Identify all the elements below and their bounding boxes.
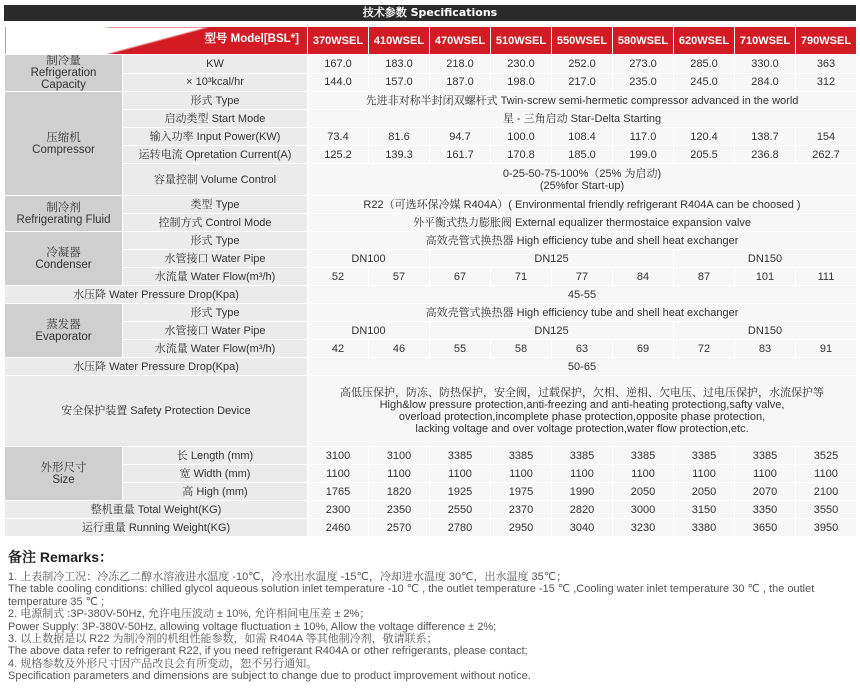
model-name: 470WSEL: [430, 27, 491, 55]
table-cell: 198.0: [491, 73, 552, 92]
table-cell: 157.0: [369, 73, 430, 92]
running-weight-label: 运行重量 Running Weight(KG): [5, 519, 308, 537]
table-cell: 1100: [369, 465, 430, 483]
safety-value: 高低压保护，防冻、防热保护，安全阀，过载保护，欠相、逆相、欠电压、过电压保护，水流保护等 High&low pressure protection,anti-freezing and anti-heating protectiong,safty valve, overload protection,incomplete phase protection,opposite phase protection, lacking voltage and over voltage protection,water flow protection,etc.: [308, 376, 857, 447]
table-cell: 262.7: [796, 146, 857, 164]
evaporator-drop-label: 水压降 Water Pressure Drop(Kpa): [5, 358, 308, 376]
header-row: [5, 27, 857, 55]
table-cell: 2820: [552, 501, 613, 519]
length-label: 长 Length (mm): [123, 447, 308, 465]
input-power-label: 输入功率 Input Power(KW): [123, 128, 308, 146]
table-cell: 101: [735, 268, 796, 286]
table-cell: 3230: [613, 519, 674, 537]
table-cell: 167.0: [308, 55, 369, 74]
evaporator-type-label: 形式 Type: [123, 304, 308, 322]
size-high-row: [5, 483, 857, 501]
table-cell: 218.0: [430, 55, 491, 74]
start-mode-row: [5, 110, 857, 128]
refrigerant-type-row: [5, 196, 857, 214]
table-cell: 120.4: [674, 128, 735, 146]
evaporator-pipe-row: [5, 322, 857, 340]
refrigeration-kcal-row: [5, 73, 857, 92]
refrigeration-kw-row: [5, 55, 857, 74]
remark-line: The table cooling conditions: chilled glycol aqueous solution inlet temperature -10 ℃ , the outlet temperature -15 ℃ ,Cooling water inlet temperature 30 ℃ , the outlet temperature 35 ℃ ;: [8, 583, 815, 608]
operation-current-row: [5, 146, 857, 164]
kcal-label: × 10³kcal/hr: [123, 73, 308, 92]
table-cell: 1925: [430, 483, 491, 501]
compressor-type-label: 形式 Type: [123, 92, 308, 110]
evaporator-group-label: 蒸发器 Evaporator: [5, 304, 123, 358]
table-cell: 55: [430, 340, 491, 358]
total-weight-label: 整机重量 Total Weight(KG): [5, 501, 308, 519]
table-cell: 154: [796, 128, 857, 146]
table-cell: 3385: [613, 447, 674, 465]
table-cell: 57: [369, 268, 430, 286]
table-cell: 100.0: [491, 128, 552, 146]
table-cell: 236.8: [735, 146, 796, 164]
table-cell: DN100: [308, 322, 430, 340]
model-name: 790WSEL: [796, 27, 857, 55]
table-cell: 139.3: [369, 146, 430, 164]
table-cell: 252.0: [552, 55, 613, 74]
table-cell: 3550: [796, 501, 857, 519]
table-cell: 69: [613, 340, 674, 358]
remark-line: 3. 以上数据是以 R22 为制冷剂的机组性能参数，如需 R404A 等其他制冷剂，敬请联系；: [8, 633, 438, 646]
model-name: 410WSEL: [369, 27, 430, 55]
table-cell: DN100: [308, 250, 430, 268]
condenser-drop-value: 45-55: [308, 286, 857, 304]
table-cell: 245.0: [674, 73, 735, 92]
table-cell: 3000: [613, 501, 674, 519]
condenser-type-value: 高效壳管式换热器 High efficiency tube and shell heat exchanger: [308, 232, 857, 250]
table-cell: 1100: [491, 465, 552, 483]
table-cell: 1100: [552, 465, 613, 483]
table-cell: 2570: [369, 519, 430, 537]
safety-row: [5, 376, 857, 447]
table-cell: 1100: [308, 465, 369, 483]
table-cell: 3950: [796, 519, 857, 537]
table-cell: 285.0: [674, 55, 735, 74]
volume-control-value: 0-25-50-75-100%（25% 为启动) (25%for Start-up): [308, 164, 857, 196]
table-cell: 91: [796, 340, 857, 358]
table-cell: 46: [369, 340, 430, 358]
table-cell: 170.8: [491, 146, 552, 164]
table-cell: 3650: [735, 519, 796, 537]
table-cell: 58: [491, 340, 552, 358]
remarks-section: [8, 547, 856, 683]
table-cell: 3100: [369, 447, 430, 465]
evaporator-type-row: [5, 304, 857, 322]
table-cell: 2950: [491, 519, 552, 537]
table-cell: 42: [308, 340, 369, 358]
remark-line: The above data refer to refrigerant R22, if you need refrigerant R404A or other refrigerants, please contact;: [8, 645, 528, 658]
model-name: 510WSEL: [491, 27, 552, 55]
table-cell: 205.5: [674, 146, 735, 164]
table-cell: 2460: [308, 519, 369, 537]
table-cell: 3385: [491, 447, 552, 465]
table-cell: 1100: [613, 465, 674, 483]
evaporator-drop-value: 50-65: [308, 358, 857, 376]
table-cell: 3350: [735, 501, 796, 519]
table-cell: 125.2: [308, 146, 369, 164]
table-cell: 3150: [674, 501, 735, 519]
table-cell: 63: [552, 340, 613, 358]
table-cell: 94.7: [430, 128, 491, 146]
table-cell: 2050: [613, 483, 674, 501]
table-cell: 3385: [735, 447, 796, 465]
condenser-flow-row: [5, 268, 857, 286]
table-cell: 81.6: [369, 128, 430, 146]
condenser-type-label: 形式 Type: [123, 232, 308, 250]
kw-label: KW: [123, 55, 308, 74]
table-cell: 187.0: [430, 73, 491, 92]
table-cell: DN150: [674, 250, 857, 268]
table-cell: 183.0: [369, 55, 430, 74]
table-cell: 1975: [491, 483, 552, 501]
refrigerant-group-label: 制冷剂 Refrigerating Fluid: [5, 196, 123, 232]
table-cell: 2780: [430, 519, 491, 537]
table-cell: 2100: [796, 483, 857, 501]
table-cell: DN150: [674, 322, 857, 340]
table-cell: 111: [796, 268, 857, 286]
model-name: 370WSEL: [308, 27, 369, 55]
table-cell: 83: [735, 340, 796, 358]
spec-table: [4, 26, 857, 537]
table-cell: 284.0: [735, 73, 796, 92]
refrigeration-group-label: 制冷量 Refrigeration Capacity: [5, 55, 123, 92]
condenser-pipe-label: 水管接口 Water Pipe: [123, 250, 308, 268]
table-cell: 144.0: [308, 73, 369, 92]
width-label: 宽 Width (mm): [123, 465, 308, 483]
size-width-row: [5, 465, 857, 483]
table-cell: 235.0: [613, 73, 674, 92]
table-cell: 363: [796, 55, 857, 74]
input-power-row: [5, 128, 857, 146]
table-cell: DN125: [430, 322, 674, 340]
compressor-type-row: [5, 92, 857, 110]
table-cell: 3385: [552, 447, 613, 465]
table-cell: 1765: [308, 483, 369, 501]
table-cell: DN125: [430, 250, 674, 268]
table-cell: 2370: [491, 501, 552, 519]
evaporator-flow-label: 水流量 Water Flow(m³/h): [123, 340, 308, 358]
table-cell: 3385: [674, 447, 735, 465]
evaporator-flow-row: [5, 340, 857, 358]
table-cell: 1990: [552, 483, 613, 501]
total-weight-row: [5, 501, 857, 519]
table-cell: 72: [674, 340, 735, 358]
table-cell: 2050: [674, 483, 735, 501]
model-name: 710WSEL: [735, 27, 796, 55]
table-cell: 3525: [796, 447, 857, 465]
table-cell: 52: [308, 268, 369, 286]
control-mode-value: 外平衡式热力膨胀阀 External equalizer thermostaice expansion valve: [308, 214, 857, 232]
table-cell: 73.4: [308, 128, 369, 146]
table-cell: 1100: [674, 465, 735, 483]
remark-line: 1. 上表制冷工况：冷冻乙二醇水溶液进水温度 -10℃，冷水出水温度 -15℃，冷却进水温度 30℃，出水温度 35℃；: [8, 571, 568, 583]
table-cell: 2550: [430, 501, 491, 519]
model-header: 型号 Model[BSL*]: [204, 33, 299, 45]
condenser-drop-row: [5, 286, 857, 304]
operation-current-label: 运转电流 Opretation Current(A): [123, 146, 308, 164]
table-cell: 1100: [430, 465, 491, 483]
table-cell: 199.0: [613, 146, 674, 164]
table-cell: 117.0: [613, 128, 674, 146]
table-cell: 3380: [674, 519, 735, 537]
table-cell: 67: [430, 268, 491, 286]
table-cell: 3040: [552, 519, 613, 537]
table-cell: 217.0: [552, 73, 613, 92]
compressor-type-value: 先进非对称半封闭双螺杆式 Twin-screw semi-hermetic compressor advanced in the world: [308, 92, 857, 110]
table-cell: 161.7: [430, 146, 491, 164]
volume-control-row: [5, 164, 857, 196]
refrigerant-type-label: 类型 Type: [123, 196, 308, 214]
condenser-group-label: 冷凝器 Condenser: [5, 232, 123, 286]
control-mode-label: 控制方式 Control Mode: [123, 214, 308, 232]
remark-line: Power Supply: 3P-380V-50Hz, allowing voltage fluctuation ± 10%, Allow the voltage difference ± 2%;: [8, 620, 497, 633]
remark-line: 2. 电源制式 :3P-380V-50Hz, 允许电压波动 ± 10%, 允许相间电压差 ± 2%；: [8, 608, 371, 621]
size-length-row: [5, 447, 857, 465]
condenser-pipe-row: [5, 250, 857, 268]
table-cell: 108.4: [552, 128, 613, 146]
control-mode-row: [5, 214, 857, 232]
table-cell: 185.0: [552, 146, 613, 164]
size-group-label: 外形尺寸 Size: [5, 447, 123, 501]
volume-control-label: 容量控制 Volume Control: [123, 164, 308, 196]
table-cell: 230.0: [491, 55, 552, 74]
condenser-drop-label: 水压降 Water Pressure Drop(Kpa): [5, 286, 308, 304]
evaporator-type-value: 高效壳管式换热器 High efficiency tube and shell heat exchanger: [308, 304, 857, 322]
compressor-group-label: 压缩机 Compressor: [5, 92, 123, 196]
table-cell: 2300: [308, 501, 369, 519]
safety-label: 安全保护装置 Safety Protection Device: [5, 376, 308, 447]
table-cell: 71: [491, 268, 552, 286]
evaporator-drop-row: [5, 358, 857, 376]
model-name: 550WSEL: [552, 27, 613, 55]
table-cell: 273.0: [613, 55, 674, 74]
table-cell: 87: [674, 268, 735, 286]
running-weight-row: [5, 519, 857, 537]
high-label: 高 High (mm): [123, 483, 308, 501]
start-mode-label: 启动类型 Start Mode: [123, 110, 308, 128]
parameter-header: 参数 Parameter: [11, 37, 94, 49]
model-name: 620WSEL: [674, 27, 735, 55]
table-cell: 1820: [369, 483, 430, 501]
condenser-type-row: [5, 232, 857, 250]
remark-line: 4. 规格参数及外形尺寸因产品改良会有所变动，恕不另行通知。: [8, 657, 318, 670]
table-cell: 138.7: [735, 128, 796, 146]
table-cell: 2350: [369, 501, 430, 519]
table-title: 技术参数 Specifications: [4, 5, 856, 21]
evaporator-pipe-label: 水管接口 Water Pipe: [123, 322, 308, 340]
refrigerant-type-value: R22（可选环保冷媒 R404A）( Environmental friendly refrigerant R404A can be choosed ): [308, 196, 857, 214]
header-cell: [5, 27, 308, 55]
table-cell: 77: [552, 268, 613, 286]
table-cell: 1100: [796, 465, 857, 483]
table-cell: 3385: [430, 447, 491, 465]
table-cell: 1100: [735, 465, 796, 483]
model-name: 580WSEL: [613, 27, 674, 55]
table-cell: 312: [796, 73, 857, 92]
start-mode-value: 星 - 三角启动 Star-Delta Starting: [308, 110, 857, 128]
table-cell: 84: [613, 268, 674, 286]
remarks-title: 备注 Remarks：: [8, 549, 114, 565]
remark-line: Specification parameters and dimensions are subject to change due to product improvement without notice.: [8, 670, 531, 683]
table-cell: 330.0: [735, 55, 796, 74]
table-cell: 2070: [735, 483, 796, 501]
table-cell: 3100: [308, 447, 369, 465]
condenser-flow-label: 水流量 Water Flow(m³/h): [123, 268, 308, 286]
